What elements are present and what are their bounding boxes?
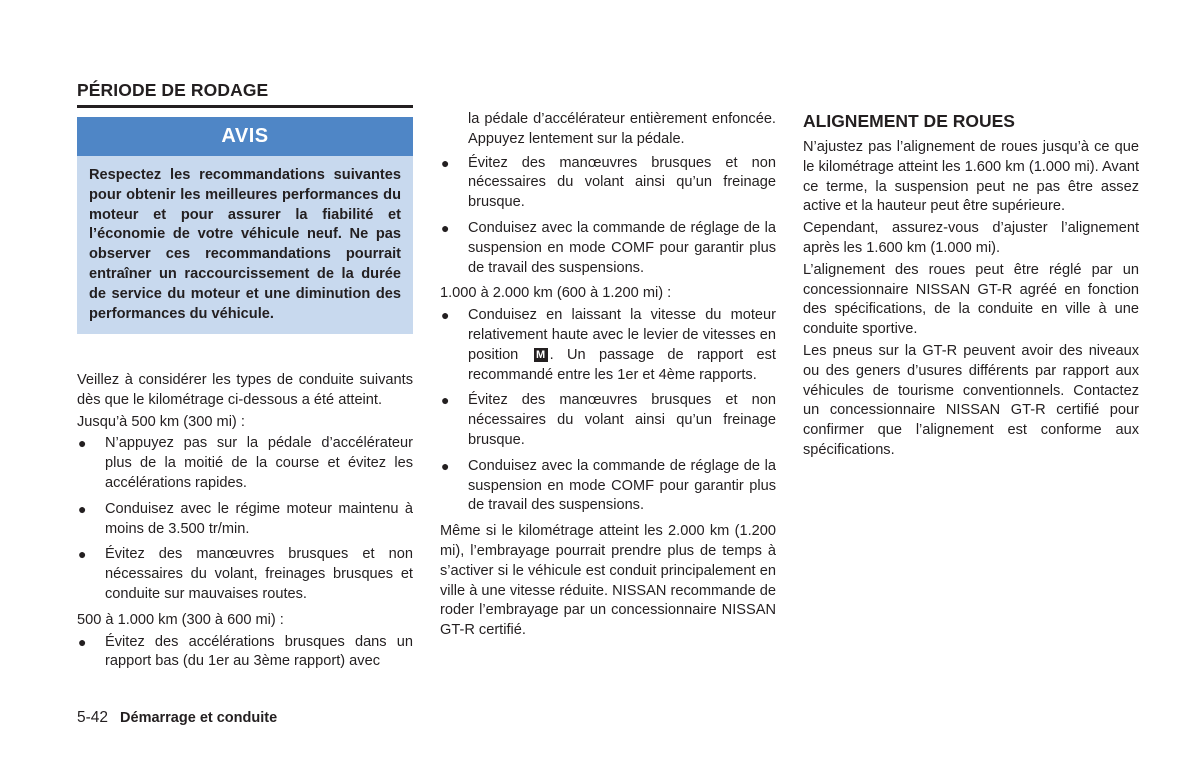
bullet-icon: ● xyxy=(441,392,450,409)
bullet-list-1 xyxy=(77,434,413,604)
page-number: 5-42 xyxy=(77,709,109,726)
list-item: ● Évitez des accélérations brusques dans un rapport bas (du 1er au 3ème rapport) avec xyxy=(78,633,413,670)
column-right xyxy=(803,111,1139,463)
page-footer xyxy=(77,709,277,727)
bullet-icon: ● xyxy=(78,546,87,563)
bullet-icon: ● xyxy=(441,154,450,171)
list-item: ● Évitez des manœuvres brusques et non nécessaires du volant, freinages brusques et conduite sur mauvaises routes. xyxy=(78,546,413,602)
list-item: ● Évitez des manœuvres brusques et non nécessaires du volant ainsi qu’un freinage brusque. xyxy=(441,154,776,211)
section-title: PÉRIODE DE RODAGE xyxy=(77,80,413,108)
alignment-paragraph: L’alignement des roues peut être réglé par un concessionnaire NISSAN GT-R agréé en fonction des spécifications, de la conduite en ville à une conduite sportive. xyxy=(803,261,1139,338)
bullet-list-3 xyxy=(440,306,776,516)
list-item: ● Conduisez avec la commande de réglage de la suspension en mode COMF pour garantir plus de travail des suspensions. xyxy=(441,457,776,514)
gear-position-m-icon: M xyxy=(534,348,548,362)
continued-text: la pédale d’accélérateur entièrement enfoncée. Appuyez lentement sur la pédale. xyxy=(468,111,776,147)
alignment-paragraph: Cependant, assurez-vous d’ajuster l’alignement après les 1.600 km (1.000 mi). xyxy=(803,220,1139,256)
range-heading-3: 1.000 à 2.000 km (600 à 1.200 mi) : xyxy=(440,285,672,302)
bullet-icon: ● xyxy=(441,307,450,324)
list-item: ● Évitez des manœuvres brusques et non nécessaires du volant ainsi qu’un freinage brusque. xyxy=(441,392,776,448)
bullet-icon: ● xyxy=(78,500,87,517)
bullet-icon: ● xyxy=(78,633,87,650)
bullet-list-2 xyxy=(77,633,413,673)
bullet-icon: ● xyxy=(78,435,87,452)
closing-paragraph: Même si le kilométrage atteint les 2.000 km (1.200 mi), l’embrayage pourrait prendre plus de temps à s’activer si le véhicule est conduit principalement en ville à une vitesse réduite. NISSAN recommande de roder l’embrayage par un concessionnaire NISSAN GT-R certifié. xyxy=(440,523,776,639)
list-item: ● Conduisez avec le régime moteur maintenu à moins de 3.500 tr/min. xyxy=(78,500,413,537)
alignment-paragraph: N’ajustez pas l’alignement de roues jusqu’à ce que le kilométrage atteint les 1.600 km (1.000 mi). Avant ce terme, la suspension peut ne pas être assez active et la hauteur peut être supérieure. xyxy=(803,139,1139,215)
notice-title: AVIS xyxy=(77,117,413,156)
list-item: ● Conduisez en laissant la vitesse du moteur relativement haute avec le levier de vitesses en position M . Un passage de rapport est recommandé entre les 1er et 4ème rapports. xyxy=(441,307,776,383)
notice-box xyxy=(77,117,413,334)
bullet-icon: ● xyxy=(441,219,450,236)
list-item: ● N’appuyez pas sur la pédale d’accélérateur plus de la moitié de la course et évitez les accélérations rapides. xyxy=(78,435,413,491)
list-item: ● Conduisez avec la commande de réglage de la suspension en mode COMF pour garantir plus de travail des suspensions. xyxy=(441,219,776,276)
column-left xyxy=(77,371,413,678)
alignment-paragraph: Les pneus sur la GT-R peuvent avoir des niveaux ou des geners d’usures différents par rapport aux véhicules de tourisme conventionnels. Contactez un concessionnaire NISSAN GT-R certifié pour confirmer que l’alignement est conforme aux spécifications. xyxy=(803,342,1139,458)
column-middle xyxy=(440,110,776,643)
intro-paragraph: Veillez à considérer les types de conduite suivants dès que le kilométrage ci-dessous a été atteint. xyxy=(77,372,413,408)
bullet-list-2b xyxy=(440,154,776,279)
chapter-title: Démarrage et conduite xyxy=(120,710,278,726)
range-heading-1: Jusqu’à 500 km (300 mi) : xyxy=(77,413,245,430)
bullet-icon: ● xyxy=(441,457,450,474)
notice-text: Respectez les recommandations suivantes pour obtenir les meilleures performances du moteur et pour assurer la fiabilité et l’économie de votre véhicule neuf. Ne pas observer ces recommandations pourrait entraîner un raccourcissement de la durée de service du moteur et une diminution des performances du véhicule. xyxy=(89,167,401,322)
alignment-title: ALIGNEMENT DE ROUES xyxy=(803,111,1015,131)
range-heading-2: 500 à 1.000 km (300 à 600 mi) : xyxy=(77,611,284,628)
